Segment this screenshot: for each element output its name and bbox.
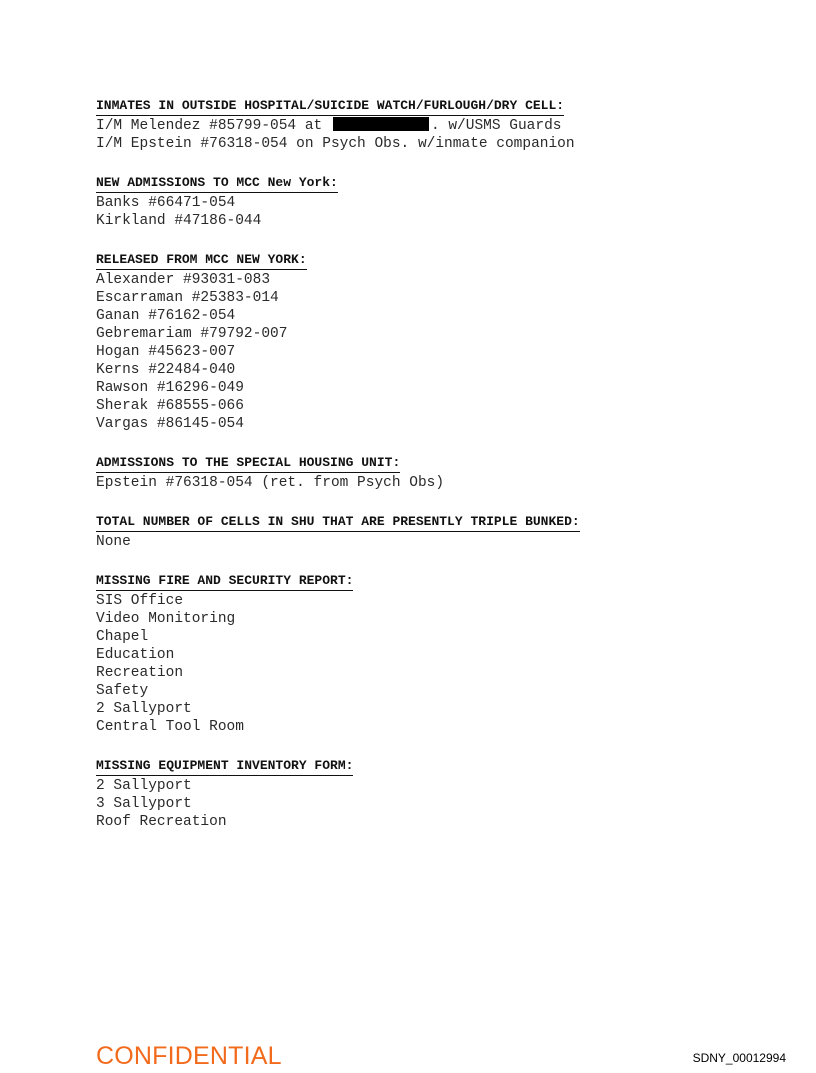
- list-item: Ganan #76162-054: [96, 308, 236, 324]
- list-item: 2 Sallyport: [96, 778, 192, 794]
- section-heading: TOTAL NUMBER OF CELLS IN SHU THAT ARE PRESENTLY TRIPLE BUNKED:: [96, 514, 580, 532]
- section-heading: MISSING EQUIPMENT INVENTORY FORM:: [96, 758, 353, 776]
- list-item: 3 Sallyport: [96, 796, 192, 812]
- redaction-box: [333, 117, 429, 131]
- list-item: Vargas #86145-054: [96, 416, 244, 432]
- list-item: Gebremariam #79792-007: [96, 326, 288, 342]
- list-item: Escarraman #25383-014: [96, 290, 279, 306]
- section-new-admissions: [96, 173, 716, 230]
- list-item: Banks #66471-054: [96, 195, 236, 211]
- section-missing-equipment: [96, 756, 716, 831]
- section-heading: NEW ADMISSIONS TO MCC New York:: [96, 175, 338, 193]
- list-item: None: [96, 534, 131, 550]
- list-item: Roof Recreation: [96, 814, 227, 830]
- list-item: Central Tool Room: [96, 719, 244, 735]
- section-released: [96, 250, 716, 433]
- section-heading: RELEASED FROM MCC NEW YORK:: [96, 252, 307, 270]
- document-page: [96, 96, 716, 851]
- section-heading: MISSING FIRE AND SECURITY REPORT:: [96, 573, 353, 591]
- confidential-label: CONFIDENTIAL: [96, 1042, 282, 1070]
- list-item: Chapel: [96, 629, 149, 645]
- inmate-entry-text: . w/USMS Guards: [430, 118, 562, 134]
- list-item: Kerns #22484-040: [96, 362, 236, 378]
- list-item: [96, 117, 716, 135]
- list-item: Education: [96, 647, 175, 663]
- list-item: Kirkland #47186-044: [96, 213, 262, 229]
- section-heading: ADMISSIONS TO THE SPECIAL HOUSING UNIT:: [96, 455, 400, 473]
- list-item: Safety: [96, 683, 149, 699]
- section-missing-fire-security: [96, 571, 716, 736]
- list-item: 2 Sallyport: [96, 701, 192, 717]
- section-shu-admissions: [96, 453, 716, 492]
- list-item: Epstein #76318-054 (ret. from Psych Obs): [96, 475, 445, 491]
- inmate-entry-text: I/M Melendez #85799-054 at: [96, 118, 331, 134]
- list-item: SIS Office: [96, 593, 184, 609]
- list-item: Alexander #93031-083: [96, 272, 271, 288]
- list-item: I/M Epstein #76318-054 on Psych Obs. w/inmate companion: [96, 136, 575, 152]
- list-item: Recreation: [96, 665, 184, 681]
- section-triple-bunked: [96, 512, 716, 551]
- section-outside-hospital: [96, 96, 716, 153]
- bates-number: SDNY_00012994: [692, 1051, 786, 1065]
- list-item: Video Monitoring: [96, 611, 236, 627]
- section-heading: INMATES IN OUTSIDE HOSPITAL/SUICIDE WATCH/FURLOUGH/DRY CELL:: [96, 98, 564, 116]
- list-item: Hogan #45623-007: [96, 344, 236, 360]
- list-item: Sherak #68555-066: [96, 398, 244, 414]
- list-item: Rawson #16296-049: [96, 380, 244, 396]
